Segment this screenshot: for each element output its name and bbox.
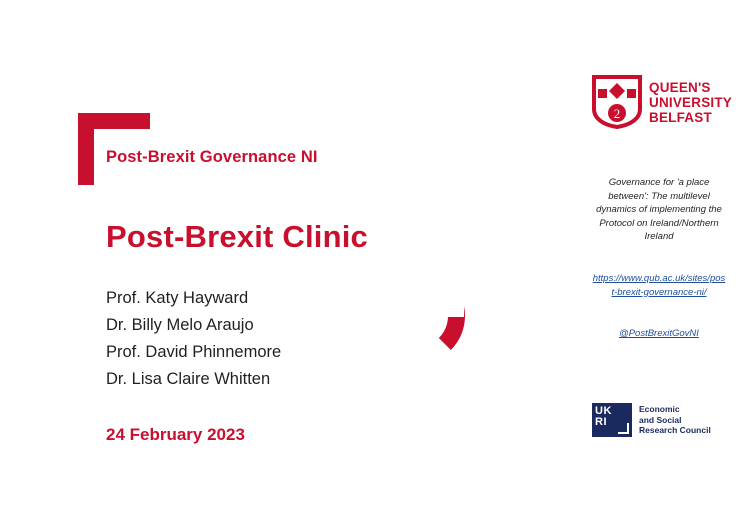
speaker-list bbox=[106, 285, 281, 393]
ukri-mark-icon bbox=[592, 403, 632, 437]
decorative-arc-shape bbox=[369, 268, 465, 364]
bracket-horizontal-bar bbox=[78, 113, 150, 129]
qub-wordmark-line1: QUEEN'S bbox=[649, 79, 711, 95]
ukri-mark-line2: RI bbox=[595, 416, 607, 428]
list-item: Dr. Billy Melo Araujo bbox=[106, 316, 254, 334]
ukri-mark-line1: UK bbox=[595, 405, 612, 417]
qub-wordmark-line3: BELFAST bbox=[649, 109, 712, 125]
event-date: 24 February 2023 bbox=[106, 425, 245, 444]
page-title: Post-Brexit Clinic bbox=[106, 218, 368, 254]
list-item: Prof. David Phinnemore bbox=[106, 343, 282, 361]
project-description: Governance for 'a place between': The multilevel dynamics of implementing the Protocol on Ireland/Northern Ireland bbox=[596, 177, 722, 242]
esrc-wordmark-line1: Economic bbox=[639, 404, 680, 415]
qub-shield-icon bbox=[592, 75, 642, 129]
qub-wordmark-line2: UNIVERSITY bbox=[649, 94, 733, 110]
ukri-esrc-logo bbox=[592, 402, 728, 438]
esrc-wordmark bbox=[639, 404, 711, 436]
esrc-wordmark-line3: Research Council bbox=[639, 425, 711, 436]
esrc-wordmark-line2: and Social bbox=[639, 414, 682, 425]
queens-university-belfast-logo bbox=[592, 75, 733, 129]
project-url-link[interactable]: https://www.qub.ac.uk/sites/post-brexit-governance-ni/ bbox=[592, 273, 726, 298]
svg-text:2: 2 bbox=[613, 106, 621, 121]
list-item: Prof. Katy Hayward bbox=[106, 289, 249, 307]
twitter-handle-link[interactable]: @PostBrexitGovNI bbox=[619, 328, 699, 339]
project-title: Post-Brexit Governance NI bbox=[106, 148, 318, 166]
qub-wordmark bbox=[649, 80, 732, 125]
list-item: Dr. Lisa Claire Whitten bbox=[106, 370, 271, 388]
